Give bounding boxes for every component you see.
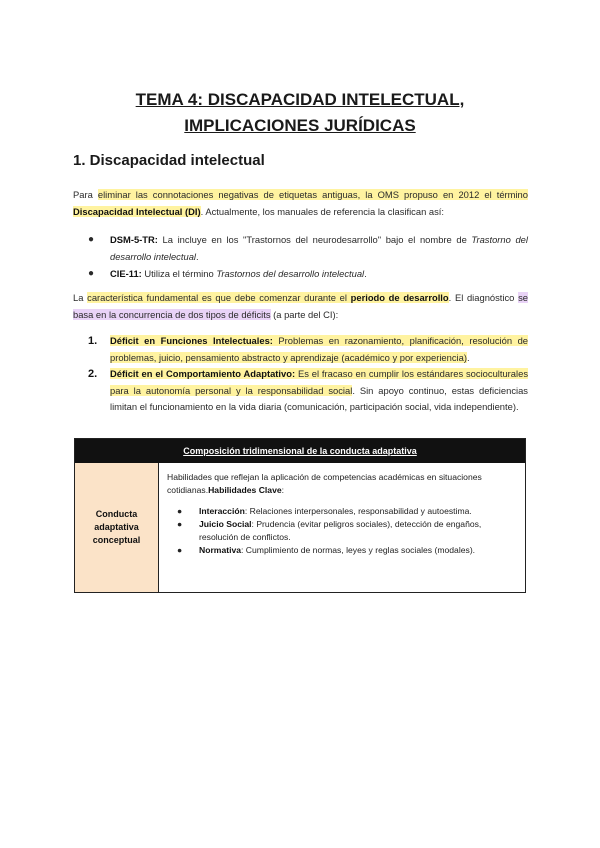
bullet-icon: ● <box>177 545 183 555</box>
list-item: ● Interacción: Relaciones interpersonales, responsabilidad y autoestima. <box>177 506 472 516</box>
bullet-icon: ● <box>177 506 183 516</box>
list-item: ● CIE-11: Utiliza el término Trastornos del desarrollo intelectual. <box>88 265 528 282</box>
intro-paragraph: Para eliminar las connotaciones negativas de etiquetas antiguas, la OMS propuso en 2012 el término Discapacidad Intelectual (DI). Actualmente, los manuales de referencia la clasifican así: <box>73 189 528 217</box>
bullet-icon: ● <box>177 519 183 529</box>
section-heading: 1. Discapacidad intelectual <box>73 152 265 169</box>
characteristic-paragraph: La característica fundamental es que debe comenzar durante el periodo de desarrollo. El diagnóstico se basa en la concurrencia de dos tipos de déficits (a parte del CI): <box>73 292 528 320</box>
title-line-1: TEMA 4: DISCAPACIDAD INTELECTUAL, <box>135 90 465 109</box>
table-header: Composición tridimensional de la conducta adaptativa <box>75 439 525 463</box>
list-item: 2. Déficit en el Comportamiento Adaptativo: Es el fracaso en cumplir los estándares socioculturales para la autonomía personal y la responsabilidad social. Sin apoyo continuo, estas deficiencias limitan el funcionamiento en la vida diaria (comunicación, participación social, vida independiente). <box>88 368 529 412</box>
classification-list <box>88 231 528 282</box>
title-line-2: IMPLICACIONES JURÍDICAS <box>184 116 416 135</box>
bullet-icon: ● <box>88 268 95 279</box>
list-item: ● Normativa: Cumplimiento de normas, leyes y reglas sociales (modales). <box>177 545 476 555</box>
list-item: ● DSM-5-TR: La incluye en los "Trastornos del neurodesarrollo" bajo el nombre de Trastorno del desarrollo intelectual. <box>88 231 528 265</box>
adaptive-behavior-table <box>74 438 526 593</box>
table-cell: Habilidades que reflejan la aplicación de competencias académicas en situaciones cotidianas.Habilidades Clave: ● Interacción: Relaciones interpersonales, responsabilidad y autoestima. ● Juicio Social: Prudencia (evitar peligros sociales), detección de engaños, resolución de conflictos. ● Normativa: Cumplimiento de normas, leyes y reglas sociales (modales). <box>167 471 517 557</box>
deficits-list <box>88 333 528 416</box>
list-item: 1. Déficit en Funciones Intelectuales: Problemas en razonamiento, planificación, resolución de problemas, juicio, pensamiento abstracto y aprendizaje (académico y por experiencia). <box>88 335 528 363</box>
skills-list <box>167 505 517 557</box>
list-item: ● Juicio Social: Prudencia (evitar peligros sociales), detección de engaños, resolución de conflictos. <box>177 519 482 542</box>
bullet-icon: ● <box>88 234 95 245</box>
table-row-header: Conducta adaptativa conceptual <box>75 463 159 592</box>
